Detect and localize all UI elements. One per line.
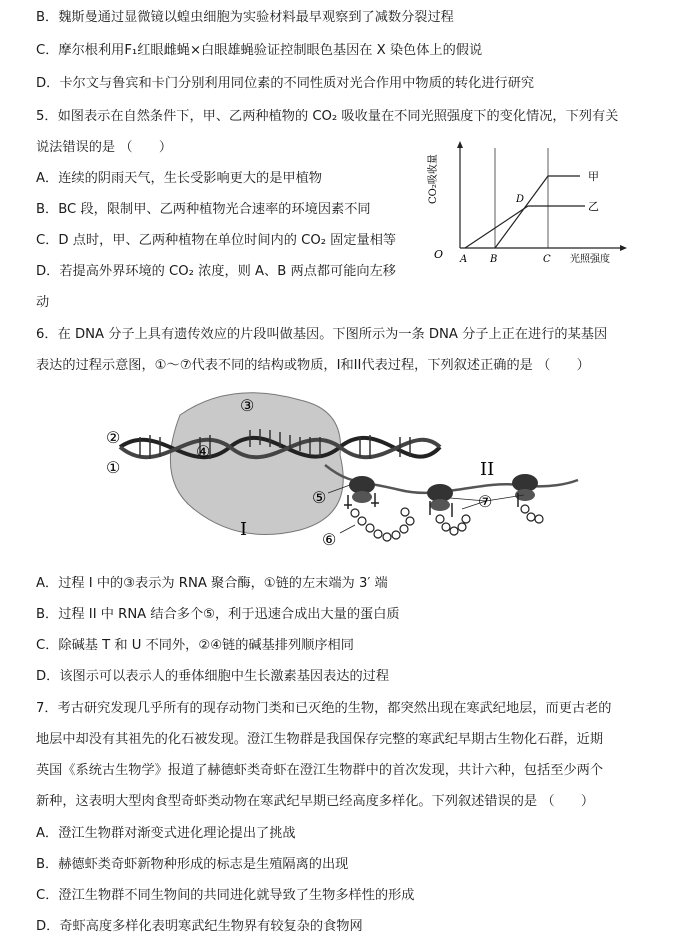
q7-stem-line3: 英国《系统古生物学》报道了赫德虾类奇虾在澄江生物群中的首次发现，共计六种，包括至少两个 (36, 763, 604, 778)
graph-xlabel: 光照强度 (570, 254, 610, 265)
label-7: ⑦ (478, 492, 493, 511)
q6-stem-line2: 表达的过程示意图，①～⑦代表不同的结构或物质，I和II代表过程，下列叙述正确的是 （ ） (36, 358, 590, 373)
q5-option-a: A．连续的阴雨天气，生长受影响更大的是甲植物 (36, 171, 322, 186)
label-3: ③ (240, 396, 255, 415)
graph-ylabel: CO₂吸收量 (428, 154, 439, 204)
rna-polymerase-shape (170, 393, 343, 535)
graph-point-b: B (490, 254, 498, 265)
option-b-prev: B．魏斯曼通过显微镜以蝗虫细胞为实验材料最早观察到了减数分裂过程 (36, 10, 454, 25)
label-1: ① (106, 458, 121, 477)
option-d-prev: D．卡尔文与鲁宾和卡门分别利用同位素的不同性质对光合作用中物质的转化进行研究 (36, 76, 535, 91)
q7-stem-line2: 地层中却没有其祖先的化石被发现。澄江生物群是我国保存完整的寒武纪早期古生物化石群，近期 (36, 732, 604, 747)
option-c-prev: C．摩尔根利用F₁红眼雌蝇×白眼雄蝇验证控制眼色基因在 X 染色体上的假说 (36, 43, 483, 58)
q6-option-b: B．过程 II 中 RNA 结合多个⑤，利于迅速合成出大量的蛋白质 (36, 607, 400, 622)
q5-option-c: C．D 点时，甲、乙两种植物在单位时间内的 CO₂ 固定量相等 (36, 233, 397, 248)
q5-option-d: D．若提高外界环境的 CO₂ 浓度，则 A、B 两点都可能向左移 (36, 264, 396, 279)
graph-label-yi: 乙 (588, 200, 599, 213)
q5-option-b: B．BC 段，限制甲、乙两种植物光合速率的环境因素不同 (36, 202, 371, 217)
q6-option-d: D．该图示可以表示人的垂体细胞中生长激素基因表达的过程 (36, 669, 390, 684)
q7-option-b: B．赫德虾类奇虾新物种形成的标志是生殖隔离的出现 (36, 857, 349, 872)
graph-origin: O (434, 248, 444, 261)
graph-point-a: A (460, 254, 468, 265)
y-axis-arrow-icon (457, 141, 463, 148)
label-5: ⑤ (312, 488, 327, 507)
q6-option-a: A．过程 I 中的③表示为 RNA 聚合酶，①链的左末端为 3′ 端 (36, 576, 388, 591)
x-axis-arrow-icon (620, 245, 627, 251)
q7-stem-line4: 新种，这表明大型肉食型奇虾类动物在寒武纪早期已经高度多样化。下列叙述错误的是 （ ） (36, 794, 595, 809)
curve-jia (495, 176, 580, 248)
curve-yi (465, 206, 585, 248)
q7-option-a: A．澄江生物群对渐变式进化理论提出了挑战 (36, 826, 296, 841)
ribosomes (349, 474, 538, 511)
q5-light-co2-graph (420, 138, 645, 268)
label-2: ② (106, 428, 121, 447)
graph-label-jia: 甲 (588, 170, 599, 183)
q7-option-d: D．奇虾高度多样化表明寒武纪生物界有较复杂的食物网 (36, 919, 363, 934)
q5-stem-line1: 5．如图表示在自然条件下，甲、乙两种植物的 CO₂ 吸收量在不同光照强度下的变化情况，下列有关 (36, 109, 619, 124)
q5-option-d-cont: 动 (36, 295, 50, 310)
q6-option-c: C．除碱基 T 和 U 不同外，②④链的碱基排列顺序相同 (36, 638, 354, 653)
q6-stem-line1: 6．在 DNA 分子上具有遗传效应的片段叫做基因。下图所示为一条 DNA 分子上正在进行的某基因 (36, 327, 608, 342)
graph-point-d: D (516, 194, 525, 205)
label-process-i: I (240, 519, 248, 540)
q7-stem-line1: 7．考古研究发现几乎所有的现存动物门类和已灭绝的生物，都突然出现在寒武纪地层，而更古老的 (36, 701, 612, 716)
q5-stem-line2: 说法错误的是 （ ） (36, 140, 173, 155)
graph-point-c: C (543, 254, 551, 265)
q6-gene-expression-figure (100, 385, 580, 560)
label-process-ii: II (480, 459, 495, 480)
label-4: ④ (196, 442, 211, 461)
label-6: ⑥ (322, 530, 337, 549)
peptide-chains (351, 505, 543, 541)
q7-option-c: C．澄江生物群不同生物间的共同进化就导致了生物多样性的形成 (36, 888, 415, 903)
